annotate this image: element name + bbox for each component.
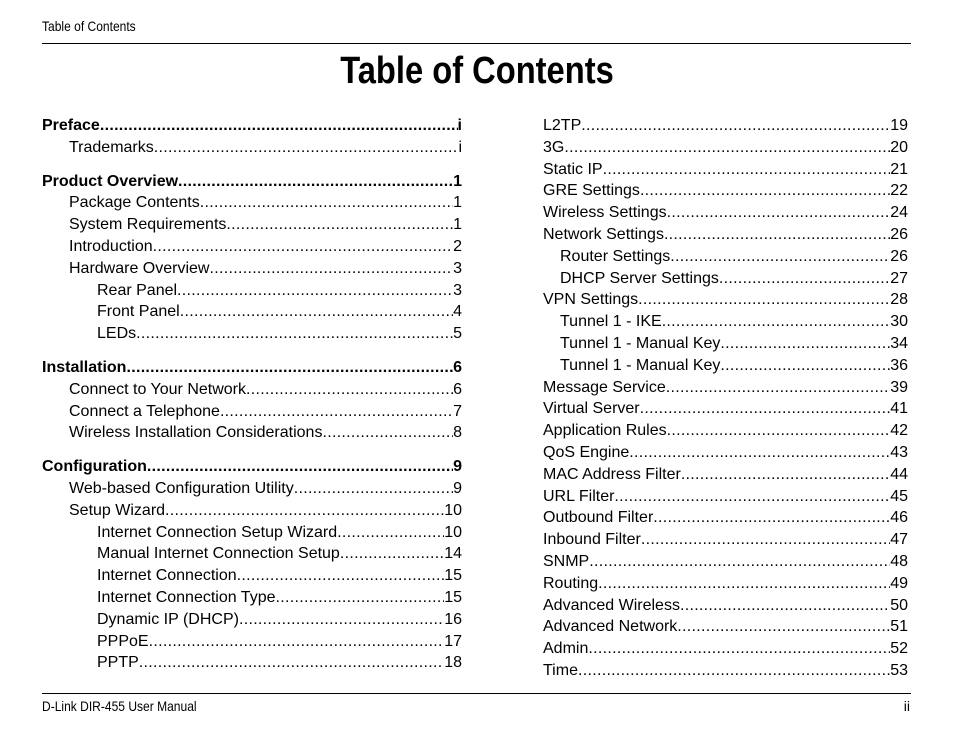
toc-dot-leader	[681, 464, 890, 486]
toc-entry[interactable]	[543, 224, 908, 246]
toc-entry-title: DHCP Server Settings	[560, 269, 719, 287]
toc-entry-title: Routing	[543, 574, 599, 592]
toc-entry-page: 6	[453, 380, 462, 398]
toc-dot-leader	[638, 289, 890, 311]
toc-entry-page: 1	[453, 216, 462, 234]
toc-section-gap	[42, 345, 462, 357]
toc-entry[interactable]	[543, 420, 908, 442]
toc-entry-title: Internet Connection Setup Wizard	[97, 523, 338, 541]
toc-entry[interactable]	[543, 289, 908, 311]
toc-dot-leader	[666, 377, 890, 399]
toc-entry-title: L2TP	[543, 117, 582, 134]
toc-entry[interactable]	[42, 500, 462, 522]
toc-entry-page: 16	[444, 610, 462, 628]
toc-entry[interactable]	[543, 377, 908, 399]
toc-dot-leader	[180, 301, 453, 323]
toc-entry-page: 15	[444, 588, 462, 606]
toc-entry[interactable]	[42, 587, 462, 609]
toc-entry-title: Configuration	[42, 458, 147, 476]
toc-entry[interactable]	[543, 464, 908, 486]
toc-entry[interactable]	[543, 246, 908, 268]
toc-dot-leader	[136, 323, 453, 345]
toc-entry-page: 1	[453, 194, 462, 212]
toc-entry-title: VPN Settings	[543, 291, 639, 309]
toc-dot-leader	[653, 507, 890, 529]
toc-entry-page: 24	[890, 204, 908, 222]
toc-entry-page: 46	[890, 509, 908, 527]
toc-entry-title: MAC Address Filter	[543, 465, 681, 483]
toc-dot-leader	[719, 268, 890, 290]
toc-entry-title: URL Filter	[543, 487, 615, 505]
toc-entry[interactable]	[543, 115, 908, 137]
toc-dot-leader	[100, 115, 458, 137]
toc-entry-title: Network Settings	[543, 225, 664, 243]
toc-entry[interactable]	[42, 214, 462, 236]
toc-entry-title: Tunnel 1 - Manual Key	[560, 334, 721, 352]
toc-entry-title: SNMP	[543, 552, 590, 570]
toc-entry-title: Front Panel	[97, 303, 180, 321]
toc-entry-title: Message Service	[543, 378, 666, 396]
toc-entry-page: 22	[890, 182, 908, 200]
toc-entry-title: Hardware Overview	[69, 259, 210, 277]
toc-entry-page: 45	[890, 487, 908, 505]
toc-entry-page: i	[457, 117, 462, 134]
toc-dot-leader	[154, 137, 459, 159]
toc-entry[interactable]	[543, 486, 908, 508]
toc-right-column	[543, 115, 908, 682]
toc-entry-page: 18	[444, 654, 462, 672]
toc-entry-page: 44	[890, 465, 908, 483]
toc-dot-leader	[337, 522, 444, 544]
toc-entry-title: System Requirements	[69, 216, 227, 234]
toc-entry[interactable]	[42, 609, 462, 631]
toc-entry[interactable]	[42, 565, 462, 587]
toc-entry[interactable]	[42, 652, 462, 674]
toc-entry-page: 51	[890, 618, 908, 636]
toc-entry-page: 42	[890, 422, 908, 440]
toc-dot-leader	[667, 202, 891, 224]
toc-entry-title: Preface	[42, 117, 100, 134]
toc-entry[interactable]	[543, 268, 908, 290]
toc-entry-title: Introduction	[69, 237, 153, 255]
toc-entry-title: Setup Wizard	[69, 501, 166, 519]
toc-section-gap	[42, 444, 462, 456]
toc-entry-title: 3G	[543, 138, 565, 156]
toc-entry-title: Application Rules	[543, 422, 667, 440]
header-rule	[42, 43, 911, 44]
toc-entry[interactable]	[543, 398, 908, 420]
toc-entry-title: Internet Connection Type	[97, 588, 276, 606]
toc-dot-leader	[640, 180, 890, 202]
toc-entry-page: 27	[890, 269, 908, 287]
toc-dot-leader	[720, 355, 890, 377]
toc-dot-leader	[641, 529, 890, 551]
toc-left-column	[42, 115, 462, 674]
toc-section-gap	[42, 159, 462, 171]
toc-entry-page: 4	[453, 303, 462, 321]
toc-entry[interactable]	[42, 192, 462, 214]
toc-entry-title: Manual Internet Connection Setup	[97, 545, 340, 563]
toc-entry-title: QoS Engine	[543, 443, 630, 461]
toc-dot-leader	[598, 573, 890, 595]
toc-entry-page: 39	[890, 378, 908, 396]
toc-entry-title: PPPoE	[97, 632, 149, 650]
toc-entry[interactable]	[543, 595, 908, 617]
toc-entry-page: 48	[890, 552, 908, 570]
toc-entry-page: 15	[444, 567, 462, 585]
toc-dot-leader	[239, 609, 444, 631]
toc-entry-page: 10	[444, 501, 462, 519]
toc-entry-page: 3	[453, 281, 462, 299]
toc-entry[interactable]	[543, 551, 908, 573]
toc-dot-leader	[588, 638, 890, 660]
footer-rule	[42, 693, 911, 694]
toc-entry-page: 43	[890, 443, 908, 461]
toc-entry[interactable]	[42, 543, 462, 565]
toc-entry-title: Wireless Settings	[543, 204, 667, 222]
toc-dot-leader	[720, 333, 890, 355]
toc-entry[interactable]	[42, 236, 462, 258]
toc-entry-title: Outbound Filter	[543, 509, 654, 527]
toc-dot-leader	[147, 456, 453, 478]
toc-entry[interactable]	[42, 280, 462, 302]
toc-entry[interactable]	[543, 529, 908, 551]
toc-entry[interactable]	[42, 401, 462, 423]
toc-entry-page: 3	[453, 259, 462, 277]
toc-dot-leader	[126, 357, 453, 379]
toc-entry[interactable]	[543, 159, 908, 181]
toc-entry-title: Inbound Filter	[543, 531, 641, 549]
toc-entry-title: Connect to Your Network	[69, 380, 246, 398]
toc-entry-title: Internet Connection	[97, 567, 237, 585]
toc-entry-title: Web-based Configuration Utility	[69, 479, 294, 497]
toc-entry-page: 30	[890, 313, 908, 331]
toc-dot-leader	[677, 616, 890, 638]
toc-entry-page: 9	[453, 458, 462, 476]
toc-entry[interactable]	[543, 616, 908, 638]
toc-entry-title: GRE Settings	[543, 182, 640, 200]
toc-entry-page: 41	[890, 400, 908, 418]
toc-entry[interactable]	[42, 357, 462, 379]
toc-entry-title: Wireless Installation Considerations	[69, 424, 323, 442]
toc-dot-leader	[226, 214, 453, 236]
toc-entry-page: 14	[444, 545, 462, 563]
toc-entry[interactable]	[42, 171, 462, 193]
toc-dot-leader	[276, 587, 445, 609]
toc-dot-leader	[200, 192, 453, 214]
toc-entry-title: Advanced Network	[543, 618, 678, 636]
toc-dot-leader	[153, 236, 453, 258]
toc-dot-leader	[667, 420, 891, 442]
page-title: Table of Contents	[340, 50, 614, 92]
toc-entry-page: 20	[890, 138, 908, 156]
toc-entry-page: 19	[890, 117, 908, 134]
toc-entry[interactable]	[543, 355, 908, 377]
toc-entry[interactable]	[543, 507, 908, 529]
toc-entry-title: Advanced Wireless	[543, 596, 680, 614]
toc-dot-leader	[178, 171, 453, 193]
toc-entry-title: Package Contents	[69, 194, 200, 212]
toc-dot-leader	[177, 280, 453, 302]
toc-entry-title: Tunnel 1 - IKE	[560, 313, 662, 331]
toc-entry[interactable]	[42, 258, 462, 280]
toc-entry[interactable]	[543, 202, 908, 224]
toc-entry[interactable]	[42, 522, 462, 544]
toc-entry[interactable]	[42, 631, 462, 653]
toc-dot-leader	[664, 224, 890, 246]
toc-dot-leader	[220, 401, 453, 423]
toc-dot-leader	[149, 631, 445, 653]
toc-entry-page: 34	[890, 334, 908, 352]
toc-entry-title: Static IP	[543, 160, 603, 178]
toc-entry-page: 6	[453, 358, 462, 376]
toc-entry[interactable]	[42, 422, 462, 444]
toc-entry-title: Time	[543, 661, 578, 679]
toc-entry-page: i	[458, 138, 462, 156]
toc-entry-title: PPTP	[97, 654, 139, 672]
toc-dot-leader	[139, 652, 444, 674]
toc-entry[interactable]	[42, 323, 462, 345]
toc-entry-title: Dynamic IP (DHCP)	[97, 610, 239, 628]
toc-entry-page: 36	[890, 356, 908, 374]
toc-dot-leader	[294, 478, 453, 500]
toc-entry-page: 10	[444, 523, 462, 541]
toc-dot-leader	[581, 115, 890, 137]
toc-entry[interactable]	[42, 478, 462, 500]
toc-dot-leader	[670, 246, 890, 268]
running-header: Table of Contents	[42, 18, 136, 34]
toc-dot-leader	[662, 311, 891, 333]
toc-entry-title: Connect a Telephone	[69, 402, 220, 420]
toc-entry[interactable]	[543, 573, 908, 595]
toc-entry[interactable]	[543, 311, 908, 333]
toc-entry-page: 5	[453, 325, 462, 343]
toc-entry-page: 7	[453, 402, 462, 420]
toc-entry-title: Tunnel 1 - Manual Key	[560, 356, 721, 374]
toc-entry-page: 26	[890, 247, 908, 265]
toc-dot-leader	[640, 398, 891, 420]
toc-entry-title: LEDs	[97, 325, 137, 343]
toc-entry-title: Virtual Server	[543, 400, 640, 418]
toc-entry-page: 26	[890, 225, 908, 243]
toc-dot-leader	[589, 551, 890, 573]
toc-entry-page: 49	[890, 574, 908, 592]
footer-page-number: ii	[903, 698, 910, 714]
toc-entry-page: 1	[453, 172, 462, 190]
toc-entry-page: 17	[444, 632, 462, 650]
toc-entry[interactable]	[42, 115, 462, 137]
toc-entry[interactable]	[42, 137, 462, 159]
toc-entry[interactable]	[543, 180, 908, 202]
toc-entry-page: 28	[890, 291, 908, 309]
toc-dot-leader	[614, 486, 890, 508]
toc-entry-title: Admin	[543, 640, 589, 658]
toc-dot-leader	[237, 565, 445, 587]
toc-entry-page: 47	[890, 531, 908, 549]
toc-entry-title: Router Settings	[560, 247, 671, 265]
toc-entry-page: 52	[890, 640, 908, 658]
toc-dot-leader	[629, 442, 890, 464]
toc-entry-page: 21	[890, 160, 908, 178]
toc-entry[interactable]	[543, 442, 908, 464]
toc-entry-title: Product Overview	[42, 172, 179, 190]
toc-dot-leader	[680, 595, 890, 617]
toc-dot-leader	[603, 159, 891, 181]
toc-entry[interactable]	[543, 638, 908, 660]
toc-entry[interactable]	[42, 379, 462, 401]
toc-dot-leader	[246, 379, 453, 401]
toc-dot-leader	[322, 422, 453, 444]
toc-entry-title: Installation	[42, 358, 127, 376]
toc-entry[interactable]	[543, 137, 908, 159]
toc-entry-title: Rear Panel	[97, 281, 178, 299]
toc-entry[interactable]	[543, 660, 908, 682]
toc-dot-leader	[209, 258, 453, 280]
toc-entry-page: 8	[453, 424, 462, 442]
toc-entry[interactable]	[543, 333, 908, 355]
toc-dot-leader	[564, 137, 890, 159]
toc-entry-title: Trademarks	[69, 138, 154, 156]
toc-dot-leader	[578, 660, 890, 682]
toc-dot-leader	[165, 500, 444, 522]
footer-manual-title: D-Link DIR-455 User Manual	[42, 698, 197, 714]
toc-dot-leader	[340, 543, 444, 565]
toc-entry-page: 53	[890, 661, 908, 679]
toc-entry[interactable]	[42, 301, 462, 323]
toc-entry-page: 2	[453, 237, 462, 255]
toc-entry-page: 50	[890, 596, 908, 614]
toc-entry-page: 9	[453, 479, 462, 497]
toc-entry[interactable]	[42, 456, 462, 478]
